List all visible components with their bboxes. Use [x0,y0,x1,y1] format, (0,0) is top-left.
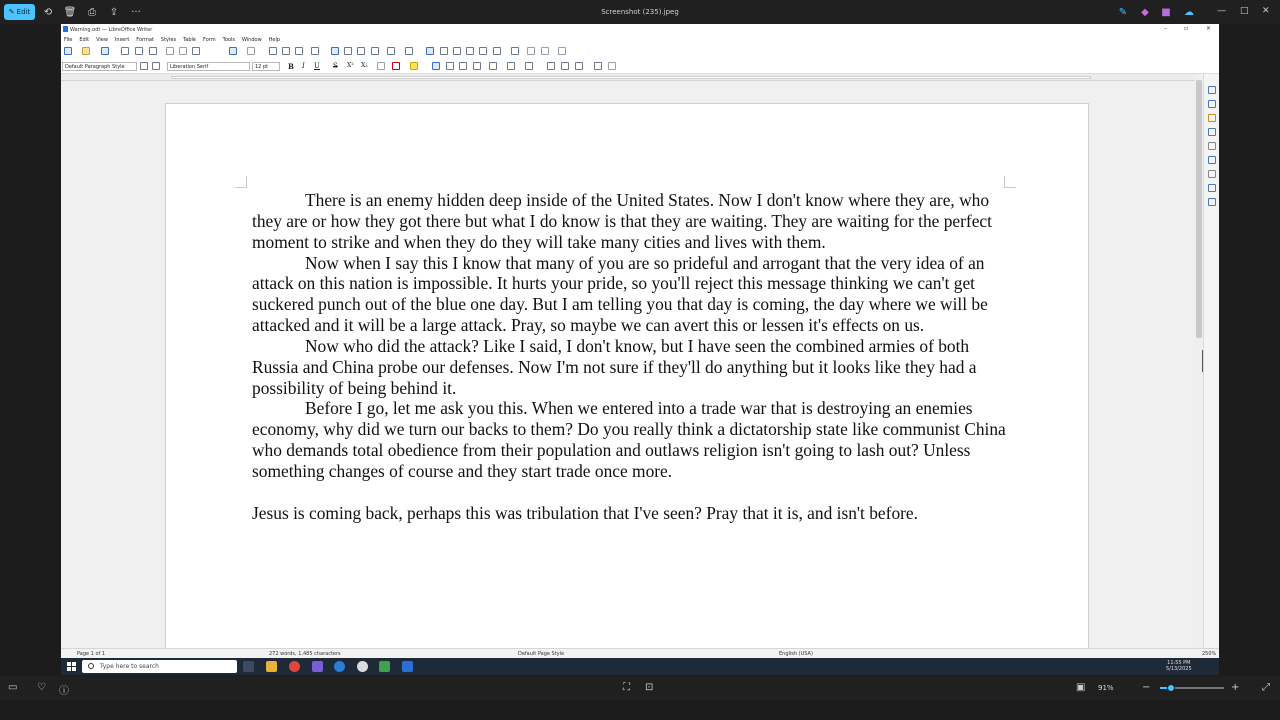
manage-changes-icon[interactable] [1208,170,1216,178]
navigator-icon[interactable] [1208,128,1216,136]
actual-size-icon[interactable]: ⊡ [645,682,654,693]
open-folder-icon[interactable] [82,47,90,55]
share-icon[interactable]: ⇪ [109,6,119,18]
align-right-icon[interactable] [459,62,467,70]
more-options-icon[interactable]: ··· [131,6,141,18]
styles-icon[interactable] [1208,100,1216,108]
search-icon [88,663,94,669]
formatting-marks-icon[interactable] [295,47,303,55]
copy-icon[interactable] [179,47,187,55]
windows-start-icon[interactable] [67,662,76,671]
writer-status-bar [61,648,1219,658]
design-icon[interactable] [1208,184,1216,192]
insert-chart-icon[interactable] [344,47,352,55]
page-break-icon[interactable] [371,47,379,55]
outline-icon[interactable] [525,62,533,70]
paragraph-spacing-icon[interactable] [594,62,602,70]
menu-file[interactable]: File [64,37,73,43]
maximize-icon[interactable]: □ [1240,6,1249,16]
font-color-icon[interactable] [392,62,400,70]
insert-textbox-icon[interactable] [357,47,365,55]
superscript-button[interactable]: X² [347,62,354,69]
menu-styles[interactable]: Styles [160,37,177,43]
bullets-icon[interactable] [489,62,497,70]
strikethrough-button[interactable]: S [333,62,338,70]
export-pdf-icon[interactable] [135,47,143,55]
scrollbar-thumb[interactable] [1196,80,1202,338]
zoom-level[interactable]: 250% [1202,651,1217,657]
paragraph: Before I go, let me ask you this. When we entered into a trade war that is destroying an enemies economy, why did we turn our backs to them? Do you really think a dictatorship state like communist China who demands total obedience from their population and outlaws religion isn't going to lash out? Unless something changes of course and they start trade once more. [252,398,1006,481]
favorite-icon[interactable]: ♡ [37,682,46,693]
file-explorer-icon[interactable] [266,661,277,672]
numbering-icon[interactable] [507,62,515,70]
taskbar-clock[interactable] [1166,660,1192,672]
menu-window[interactable]: Window [241,37,262,43]
fit-to-window-icon[interactable]: ⛶ [623,682,630,693]
menu-help[interactable]: Help [268,37,281,43]
highlight-color-icon[interactable] [410,62,418,70]
minecraft-icon[interactable] [379,661,390,672]
writer-maximize-icon[interactable]: ▫ [1184,25,1189,32]
menu-insert[interactable]: Insert [114,37,130,43]
paragraph-style-select[interactable]: Default Paragraph Style [62,62,137,71]
clipchamp-icon[interactable]: ■ [1161,6,1171,18]
paragraph: Now who did the attack? Like I said, I don't know, but I have seen the combined armies of both Russia and China probe our defenses. Now I'm not sure if they'll do anything but it looks like they had a possibility of being behind it. [252,335,977,398]
file-title: Screenshot (235).jpeg [601,8,679,16]
taskbar-search-input[interactable] [82,660,237,673]
rotate-icon[interactable]: ⟲ [43,6,53,18]
search-placeholder: Type here to search [100,663,159,670]
chrome-icon[interactable] [357,661,368,672]
undo-icon[interactable] [229,47,237,55]
margin-corner-top-left [235,176,247,188]
ruler-track [171,76,1091,79]
filmstrip-icon[interactable]: ▭ [8,682,18,693]
image-size-icon[interactable]: ▣ [1076,682,1086,693]
subscript-button[interactable]: X₂ [361,62,368,69]
writer-title-bar [61,24,1219,35]
margin-corner-top-right [1004,176,1016,188]
delete-icon[interactable]: 🗑 [63,6,77,18]
zoom-out-icon[interactable]: − [1142,682,1151,693]
viewer-top-bar [0,0,1280,24]
writer-minimize-icon[interactable]: – [1164,25,1167,32]
document-canvas [61,81,1195,648]
draw-functions-icon[interactable] [558,47,566,55]
insert-image-icon[interactable] [331,47,339,55]
edit-pen-icon[interactable]: ✎ [1118,6,1128,18]
print-doc-icon[interactable] [149,47,157,55]
new-document-icon[interactable] [64,47,72,55]
track-changes-icon[interactable] [511,47,519,55]
find-replace-icon[interactable] [269,47,277,55]
libreoffice-writer-icon[interactable] [402,661,413,672]
edit-icon: ✎ [8,8,15,16]
menu-form[interactable]: Form [203,37,216,43]
cut-icon[interactable] [166,47,174,55]
line-spacing-icon[interactable] [575,62,583,70]
properties-icon[interactable] [1208,86,1216,94]
horizontal-ruler[interactable] [61,74,1195,81]
fullscreen-icon[interactable]: ⤢ [1262,682,1270,693]
standard-toolbar [61,44,1219,58]
paragraph: Now when I say this I know that many of you are so prideful and arrogant that the very idea of an attack on this nation is impossible. It hurts your pride, so you'll reject this message thinking we can't get suckered punch out of the blue one day. But I am telling you that day is coming, the day where we will be attacked and it will be a large attack. Pray, so maybe we can avert this or lessen it's effects on us. [252,252,988,336]
new-style-icon[interactable] [152,62,160,70]
endnote-icon[interactable] [453,47,461,55]
vertical-scrollbar[interactable] [1195,74,1203,648]
writer-close-icon[interactable]: ✕ [1206,25,1212,32]
special-character-icon[interactable] [405,47,413,55]
firefox-icon[interactable] [289,661,300,672]
find-icon[interactable] [1208,198,1216,206]
save-icon[interactable] [101,47,109,55]
insert-table-icon[interactable] [311,47,319,55]
document-page[interactable] [165,103,1089,663]
edit-label: Edit [16,8,31,16]
windows-taskbar [61,658,1219,675]
italic-button[interactable]: I [302,62,305,70]
underline-button[interactable]: U [314,62,320,70]
increase-indent-icon[interactable] [547,62,555,70]
menu-format[interactable]: Format [136,37,154,43]
onedrive-icon[interactable]: ☁ [1184,6,1194,18]
align-center-icon[interactable] [446,62,454,70]
close-icon[interactable]: ✕ [1262,6,1270,16]
font-size-select[interactable]: 12 pt [252,62,280,71]
justify-icon[interactable] [473,62,481,70]
bookmark-icon[interactable] [466,47,474,55]
zoom-slider[interactable] [1160,687,1224,689]
sidebar-deck [1203,74,1219,648]
basic-shapes-icon[interactable] [541,47,549,55]
menu-tools[interactable]: Tools [222,37,235,43]
zoom-in-icon[interactable]: + [1231,682,1240,693]
insert-line-icon[interactable] [527,47,535,55]
minimize-icon[interactable]: — [1217,6,1226,16]
gallery-icon[interactable] [1208,114,1216,122]
word-count[interactable]: 272 words, 1,485 characters [269,651,341,657]
visual-studio-icon[interactable] [312,661,323,672]
font-name-select[interactable]: Liberation Serif [167,62,250,71]
page-count[interactable]: Page 1 of 1 [77,651,106,657]
clear-formatting-icon[interactable] [377,62,385,70]
viewer-bottom-bar [0,676,1280,700]
update-style-icon[interactable] [140,62,148,70]
zoom-slider-knob[interactable] [1167,684,1175,692]
spelling-icon[interactable] [282,47,290,55]
bold-button[interactable]: B [288,62,294,71]
steam-icon[interactable] [334,661,345,672]
writer-icon [63,26,68,32]
insert-field-icon[interactable] [387,47,395,55]
viewer-zoom-percent[interactable]: 91% [1098,684,1114,692]
print-icon[interactable]: ⎙ [88,6,96,18]
comment-icon[interactable] [493,47,501,55]
writer-menu-bar [61,35,1219,44]
document-body[interactable] [252,190,1006,524]
writer-window-title: Warning.odt — LibreOffice Writer [70,27,153,33]
redo-icon[interactable] [247,47,255,55]
hyperlink-icon[interactable] [426,47,434,55]
clock-time: 11:55 PM [1167,660,1191,666]
info-icon[interactable]: ⓘ [59,686,69,697]
screenshot-image [61,24,1219,675]
footnote-icon[interactable] [440,47,448,55]
paragraph: Jesus is coming back, perhaps this was tribulation that I've seen? Pray that it is, and isn't before. [252,502,918,523]
align-left-icon[interactable] [432,62,440,70]
page-style[interactable]: Default Page Style [518,651,565,657]
task-view-icon[interactable] [243,661,254,672]
cross-reference-icon[interactable] [479,47,487,55]
paragraph-dialog-icon[interactable] [608,62,616,70]
paragraph: There is an enemy hidden deep inside of the United States. Now I don't know where they are, who they are or how they got there but what I do know is that they are waiting. They are waiting for the perfect moment to strike and when they do they will take many cities and lives with them. [252,190,992,252]
menu-table[interactable]: Table [183,37,197,43]
decrease-indent-icon[interactable] [561,62,569,70]
style-inspector-icon[interactable] [1208,156,1216,164]
text-language[interactable]: English (USA) [779,651,813,657]
paste-icon[interactable] [192,47,200,55]
clock-date: 5/13/2025 [1166,666,1192,672]
page-icon[interactable] [1208,142,1216,150]
copilot-icon[interactable]: ◆ [1141,6,1149,18]
menu-edit[interactable]: Edit [79,37,90,43]
menu-view[interactable]: View [96,37,108,43]
export-icon[interactable] [121,47,129,55]
